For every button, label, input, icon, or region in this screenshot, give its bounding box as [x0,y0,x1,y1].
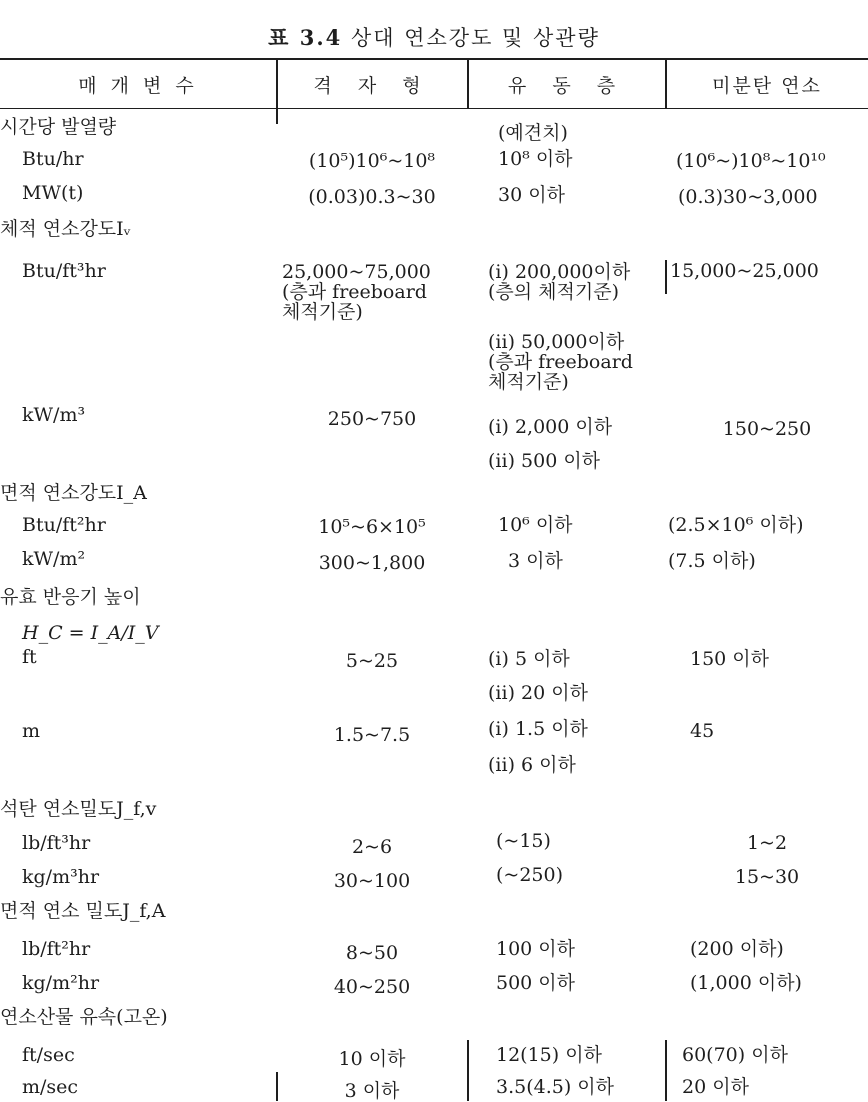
fluid-ft-sec: 12(15) 이하 [496,1044,602,1066]
grate-ft-sec: 10 이하 [338,1048,406,1070]
row-label-lb-ft2hr: lb/ft²hr [22,938,91,960]
grate-lb-ft3hr: 2~6 [351,836,393,858]
section-reactor-height: 유효 반응기 높이 [0,586,141,608]
pulv-mw: (0.3)30~3,000 [678,186,818,208]
fluid-estimate: (예견치) [498,122,568,144]
grate-lb-ft2hr: 8~50 [345,942,399,964]
fluid-lb-ft2hr: 100 이하 [496,938,576,960]
fluid-kg-m3hr: (~250) [496,864,564,886]
grate-m: 1.5~7.5 [333,724,411,746]
column-divider-2-bottom [467,1040,469,1101]
row-label-kw-m2: kW/m² [22,548,86,570]
hc-formula: H_C = I_A/I_V [22,622,159,644]
fluid-kg-m2hr: 500 이하 [496,972,576,994]
row-label-kw-m3: kW/m³ [22,404,86,426]
pulv-m-sec: 20 이하 [682,1076,749,1098]
pulv-kg-m2hr: (1,000 이하) [690,972,802,994]
column-divider-3-bottom [665,1040,667,1101]
grate-kw-m2: 300~1,800 [318,552,426,574]
fluid-m-i: (i) 1.5 이하 [488,718,588,740]
pulv-btu-hr: (10⁶~)10⁸~10¹⁰ [676,150,826,172]
row-label-btu-hr: Btu/hr [22,148,84,170]
pulv-ft: 150 이하 [690,648,770,670]
grate-kg-m2hr: 40~250 [333,976,411,998]
fluid-lb-ft3hr: (~15) [496,830,551,852]
section-gas-velocity: 연소산물 유속(고온) [0,1006,168,1028]
fluid-m-sec: 3.5(4.5) 이하 [496,1076,615,1098]
grate-btu-ft2hr: 10⁵~6×10⁵ [318,516,426,538]
section-area-intensity: 면적 연소강도I_A [0,482,147,504]
table-caption [0,22,868,52]
section-heat-release: 시간당 발열량 [0,116,117,138]
grate-btu-hr: (10⁵)10⁶~10⁸ [308,150,436,172]
header-rule [0,108,868,109]
row-label-m-sec: m/sec [22,1076,79,1098]
fluid-mw: 30 이하 [498,184,565,206]
header-grate: 격 자 형 [313,74,431,97]
row-label-ft: ft [22,646,37,668]
row-label-kg-m3hr: kg/m³hr [22,866,100,888]
pulv-m: 45 [690,720,715,742]
pulv-kw-m2: (7.5 이하) [668,550,756,572]
header-pulv: 미분탄 연소 [712,74,822,97]
pulv-ft-sec: 60(70) 이하 [682,1044,788,1066]
fluid-btu-ft3hr-ii: (ii) 50,000이하 (층과 freeboard 체적기준) [488,331,633,393]
header-param: 매 개 변 수 [78,74,198,97]
row-label-btu-ft2hr: Btu/ft²hr [22,514,106,536]
fluid-ft-ii: (ii) 20 이하 [488,682,588,704]
fluid-m-ii: (ii) 6 이하 [488,754,576,776]
caption-text: 상대 연소강도 및 상관량 [350,26,600,50]
grate-btu-ft3hr: 25,000~75,000 (층과 freeboard 체적기준) [282,261,431,323]
pulv-lb-ft3hr: 1~2 [746,832,788,854]
caption-number: 표 3.4 [268,25,343,50]
grate-ft: 5~25 [345,650,399,672]
row-label-lb-ft3hr: lb/ft³hr [22,832,91,854]
fluid-kw-m2: 3 이하 [508,550,563,572]
section-coal-vol-density: 석탄 연소밀도J_f,v [0,798,157,820]
pulv-lb-ft2hr: (200 이하) [690,938,784,960]
pulv-kg-m3hr: 15~30 [734,866,800,888]
pulv-btu-ft3hr: 15,000~25,000 [670,260,819,282]
section-coal-area-density: 면적 연소 밀도J_f,A [0,900,166,922]
fluid-ft-i: (i) 5 이하 [488,648,570,670]
row-label-m: m [22,720,41,742]
pulv-btu-ft2hr: (2.5×10⁶ 이하) [668,514,804,536]
pulv-kw-m3: 150~250 [722,418,812,440]
grate-kw-m3: 250~750 [327,408,417,430]
fluid-btu-ft3hr-i: (i) 200,000이하 (층의 체적기준) [488,261,631,303]
section-vol-intensity: 체적 연소강도Iᵥ [0,218,131,240]
row-label-btu-ft3hr: Btu/ft³hr [22,260,106,282]
row-label-kg-m2hr: kg/m²hr [22,972,100,994]
grate-mw: (0.03)0.3~30 [308,186,436,208]
row-label-mw: MW(t) [22,182,84,204]
fluid-kw-m3-ii: (ii) 500 이하 [488,450,601,472]
grate-kg-m3hr: 30~100 [333,870,411,892]
column-divider-3-lower [665,260,667,294]
fluid-kw-m3-i: (i) 2,000 이하 [488,416,613,438]
row-label-ft-sec: ft/sec [22,1044,75,1066]
header-fluid: 유 동 층 [507,74,626,97]
fluid-btu-ft2hr: 10⁶ 이하 [498,514,573,536]
grate-m-sec: 3 이하 [344,1080,400,1102]
fluid-btu-hr: 10⁸ 이하 [498,148,573,170]
